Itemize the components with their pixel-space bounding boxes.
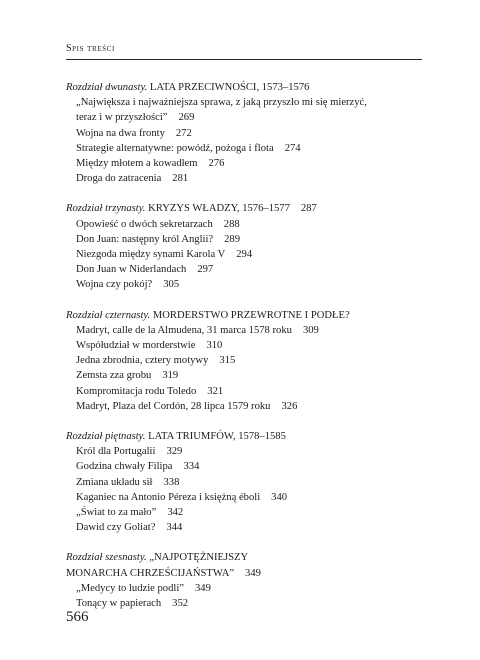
- entry-line: [76, 126, 426, 141]
- chapter-label: Rozdział piętnasty.: [66, 431, 146, 443]
- entry-title: Współudział w morderstwie: [76, 340, 196, 352]
- toc-entry: [66, 262, 426, 277]
- chapter-label: Rozdział dwunasty.: [66, 82, 148, 93]
- entry-title: Jedna zbrodnia, cztery motywy: [76, 355, 209, 367]
- entry-page-number: 338: [163, 476, 180, 488]
- entry-page-number: 297: [197, 264, 214, 276]
- entry-title: „Medycy to ludzie podli”: [76, 582, 184, 594]
- entry-title: Droga do zatracenia: [76, 173, 162, 185]
- entry-title: Wojna na dwa fronty: [76, 127, 165, 139]
- entry-line: [76, 475, 426, 490]
- entry-page-number: 274: [284, 142, 301, 154]
- entry-page-number: 352: [172, 598, 189, 610]
- chapter-block: [66, 201, 426, 292]
- entry-page-number: 289: [224, 233, 241, 245]
- entry-page-number: 294: [236, 249, 253, 261]
- chapter-block: [66, 550, 426, 611]
- entry-page-number: 342: [167, 507, 184, 519]
- toc-entry: [66, 475, 426, 490]
- entry-line: [76, 490, 426, 505]
- chapter-title: „NAJPOTĘŻNIEJSZY: [149, 552, 249, 564]
- chapter-label: Rozdział czternasty.: [66, 309, 151, 321]
- entry-title: Zmiana układu sił: [76, 476, 153, 488]
- entry-line: [76, 444, 426, 459]
- entry-line: [76, 95, 426, 110]
- toc-entry: [66, 490, 426, 505]
- entry-title: Między młotem a kowadłem: [76, 158, 198, 170]
- chapter-heading: [66, 201, 426, 216]
- entry-title: „Świat to za mało”: [76, 507, 157, 519]
- entry-page-number: 288: [223, 218, 240, 230]
- chapter-block: [66, 80, 426, 186]
- entry-title: Wojna czy pokój?: [76, 279, 153, 291]
- entry-line: [76, 459, 426, 474]
- table-of-contents: [66, 80, 426, 626]
- chapter-title-continued: MONARCHA CHRZEŚCIJAŃSTWA”: [66, 567, 235, 579]
- chapter-page-number: 287: [300, 203, 317, 215]
- entry-page-number: 309: [302, 324, 319, 336]
- toc-entry: [66, 353, 426, 368]
- entry-title: Madryt, calle de la Almudena, 31 marca 1578 roku: [76, 324, 292, 336]
- entry-page-number: 310: [206, 340, 223, 352]
- entry-title: Kompromitacja rodu Toledo: [76, 385, 197, 397]
- entry-page-number: 344: [166, 522, 183, 534]
- entry-page-number: 321: [207, 385, 224, 397]
- entry-line: [76, 581, 426, 596]
- entry-title: „Największa i najważniejsza sprawa, z jaką przyszło mi się mierzyć,: [76, 97, 367, 109]
- toc-entry: [66, 444, 426, 459]
- toc-entry: [66, 232, 426, 247]
- toc-entry: [66, 505, 426, 520]
- toc-entry: [66, 338, 426, 353]
- toc-entry: [66, 171, 426, 186]
- chapter-heading: [66, 550, 426, 580]
- toc-entry: [66, 368, 426, 383]
- toc-entry: [66, 384, 426, 399]
- entry-page-number: 276: [208, 158, 225, 170]
- entry-line: [76, 353, 426, 368]
- entry-title: Don Juan w Niderlandach: [76, 264, 187, 276]
- entry-line: [76, 141, 426, 156]
- entry-page-number: 305: [163, 279, 180, 291]
- entry-page-number: 319: [162, 370, 179, 382]
- toc-entry: [66, 323, 426, 338]
- chapter-title: KRYZYS WŁADZY, 1576–1577: [148, 203, 290, 215]
- chapter-heading: [66, 80, 426, 95]
- toc-entry: [66, 126, 426, 141]
- entry-line: [76, 262, 426, 277]
- chapter-title: LATA TRIUMFÓW, 1578–1585: [148, 431, 286, 443]
- entry-title: Król dla Portugalii: [76, 446, 156, 458]
- entry-line: [76, 217, 426, 232]
- entry-page-number: 326: [281, 400, 298, 412]
- toc-entry: [66, 247, 426, 262]
- toc-entry: [66, 596, 426, 611]
- entry-page-number: 269: [178, 112, 195, 124]
- entry-page-number: 340: [271, 491, 288, 503]
- entry-title: Godzina chwały Filipa: [76, 461, 173, 473]
- chapter-label: Rozdział szesnasty.: [66, 552, 147, 564]
- toc-entry: [66, 156, 426, 171]
- entry-title: Dawid czy Goliat?: [76, 522, 156, 534]
- toc-entry: [66, 459, 426, 474]
- entry-line: [76, 247, 426, 262]
- header-rule: [66, 59, 422, 60]
- entry-page-number: 329: [166, 446, 183, 458]
- toc-entry: [66, 141, 426, 156]
- entry-title: Don Juan: następny król Anglii?: [76, 233, 214, 245]
- page-number: 566: [66, 609, 89, 625]
- entry-page-number: 281: [172, 173, 189, 185]
- entry-page-number: 315: [219, 355, 236, 367]
- chapter-title: MORDERSTWO PRZEWROTNE I PODŁE?: [152, 309, 350, 321]
- chapter-heading: [66, 308, 426, 323]
- entry-line: [76, 338, 426, 353]
- chapter-block: [66, 429, 426, 535]
- entry-page-number: 272: [175, 127, 192, 139]
- entry-page-number: 349: [194, 582, 211, 594]
- entry-line: [76, 505, 426, 520]
- entry-line: [76, 596, 426, 611]
- entry-title: teraz i w przyszłości”: [76, 112, 168, 124]
- entry-line: [76, 384, 426, 399]
- toc-entry: [66, 95, 426, 125]
- chapter-title: LATA PRZECIWNOŚCI, 1573–1576: [149, 82, 310, 93]
- toc-entry: [66, 217, 426, 232]
- toc-entry: [66, 277, 426, 292]
- chapter-heading: [66, 429, 426, 444]
- entry-title: Opowieść o dwóch sekretarzach: [76, 218, 213, 230]
- toc-entry: [66, 399, 426, 414]
- entry-line: [76, 171, 426, 186]
- entry-line: [76, 323, 426, 338]
- toc-entry: [66, 581, 426, 596]
- entry-title: Zemsta zza grobu: [76, 370, 152, 382]
- entry-title: Niezgoda między synami Karola V: [76, 249, 226, 261]
- entry-title: Madryt, Plaza del Cordón, 28 lipca 1579 roku: [76, 400, 271, 412]
- entry-line: [76, 110, 426, 125]
- entry-line: [76, 156, 426, 171]
- entry-line: [76, 232, 426, 247]
- chapter-label: Rozdział trzynasty.: [66, 203, 146, 215]
- running-head: Spis treści: [66, 43, 115, 54]
- entry-line: [76, 520, 426, 535]
- entry-page-number: 334: [183, 461, 200, 473]
- entry-line: [76, 277, 426, 292]
- chapter-block: [66, 308, 426, 414]
- chapter-page-number: 349: [245, 567, 261, 579]
- entry-line: [76, 368, 426, 383]
- toc-entry: [66, 520, 426, 535]
- entry-line: [76, 399, 426, 414]
- entry-title: Strategie alternatywne: powódź, pożoga i flota: [76, 142, 274, 154]
- entry-title: Tonący w papierach: [76, 598, 162, 610]
- entry-title: Kaganiec na Antonio Péreza i księżną éboli: [76, 491, 261, 503]
